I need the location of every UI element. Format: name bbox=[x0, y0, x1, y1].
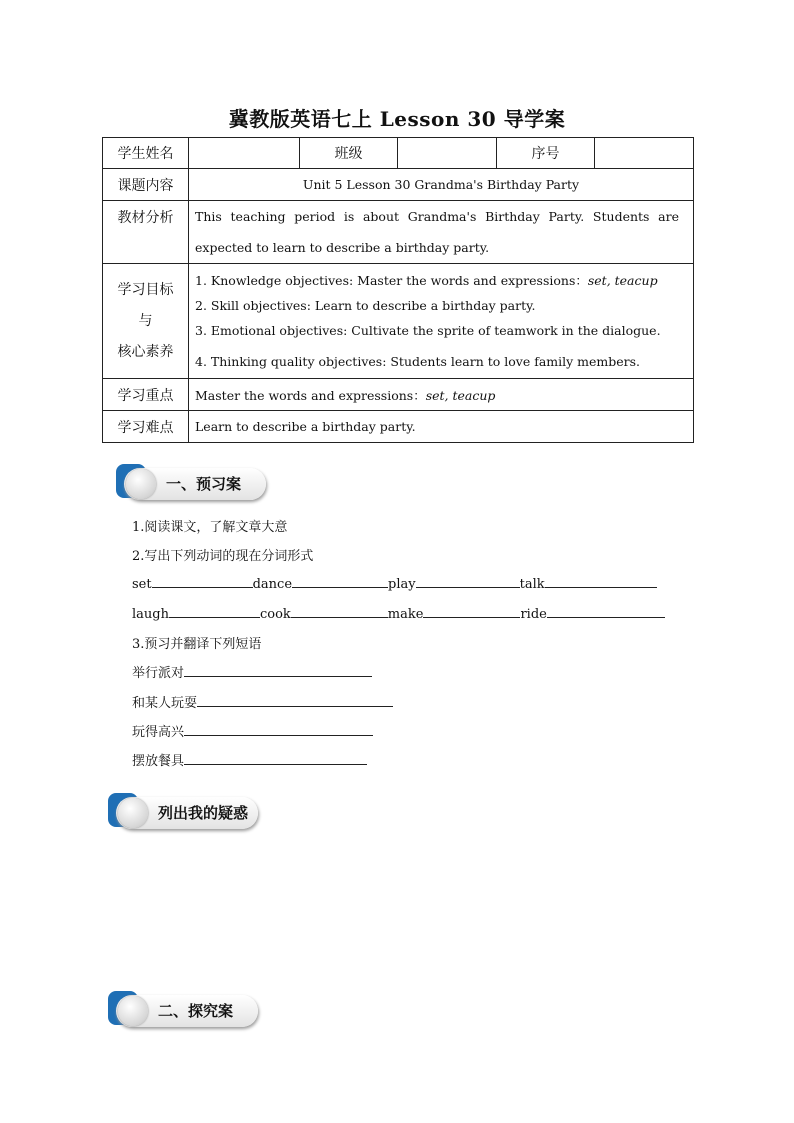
difficulty-label: 学习难点 bbox=[103, 411, 189, 443]
verb-word: laugh bbox=[132, 607, 169, 622]
analysis-label: 教材分析 bbox=[103, 201, 189, 264]
circle-icon bbox=[126, 469, 156, 499]
phrase-text: 玩得高兴 bbox=[132, 725, 185, 740]
verb-word: set bbox=[132, 577, 152, 592]
focus-value bbox=[189, 379, 694, 411]
answer-blank[interactable] bbox=[545, 575, 657, 588]
verb-word: play bbox=[388, 577, 416, 592]
section-heading: 二、探究案 bbox=[158, 1002, 234, 1020]
page-title: 冀教版英语七上 Lesson 30 导学案 bbox=[228, 107, 566, 131]
difficulty-value: Learn to describe a birthday party. bbox=[189, 411, 694, 443]
instruction-1: 1.阅读课文，了解文章大意 bbox=[132, 520, 288, 535]
instruction-3: 3.预习并翻译下列短语 bbox=[132, 637, 262, 652]
table-row bbox=[103, 169, 694, 201]
verb-row bbox=[132, 605, 665, 622]
phrase-row bbox=[132, 750, 367, 769]
answer-blank[interactable] bbox=[184, 752, 367, 765]
answer-blank[interactable] bbox=[197, 694, 393, 707]
verb-word: cook bbox=[259, 607, 291, 622]
phrase-row bbox=[132, 692, 393, 711]
analysis-value: This teaching period is about Grandma's Birthday Party. Students are expected to learn to describe a birthday party. bbox=[189, 201, 694, 264]
goal-item bbox=[195, 268, 687, 293]
focus-label: 学习重点 bbox=[103, 379, 189, 411]
class-label: 班级 bbox=[300, 138, 398, 169]
class-field[interactable] bbox=[398, 138, 497, 169]
verb-row bbox=[132, 575, 657, 592]
answer-blank[interactable] bbox=[292, 575, 388, 588]
goal-item: 2. Skill objectives: Learn to describe a birthday party. bbox=[195, 298, 536, 313]
topic-value: Unit 5 Lesson 30 Grandma's Birthday Party bbox=[189, 169, 694, 201]
phrase-row bbox=[132, 721, 373, 740]
section-heading: 一、预习案 bbox=[166, 475, 242, 493]
answer-blank[interactable] bbox=[547, 605, 665, 618]
goals-label bbox=[103, 264, 189, 379]
phrase-text: 和某人玩耍 bbox=[132, 696, 198, 711]
goals-label-line: 核心素养 bbox=[117, 343, 174, 360]
circle-icon bbox=[118, 996, 148, 1026]
phrase-row bbox=[132, 662, 372, 681]
info-table bbox=[102, 137, 694, 443]
student-name-field[interactable] bbox=[189, 138, 300, 169]
section-heading: 列出我的疑惑 bbox=[158, 804, 249, 822]
goals-label-line: 与 bbox=[138, 312, 153, 329]
table-row bbox=[103, 379, 694, 411]
focus-text: Master the words and expressions： bbox=[195, 387, 426, 403]
goal-item: 4. Thinking quality objectives: Students learn to love family members. bbox=[195, 354, 641, 369]
table-row bbox=[103, 138, 694, 169]
answer-blank[interactable] bbox=[291, 605, 388, 618]
instruction-2: 2.写出下列动词的现在分词形式 bbox=[132, 549, 314, 564]
goal-words: set, teacup bbox=[587, 273, 658, 288]
verb-word: dance bbox=[252, 577, 293, 592]
goal-text: 1. Knowledge objectives: Master the words and expressions： bbox=[195, 273, 588, 288]
phrase-text: 举行派对 bbox=[132, 666, 185, 681]
goal-item: 3. Emotional objectives: Cultivate the sprite of teamwork in the dialogue. bbox=[195, 323, 661, 338]
phrase-text: 摆放餐具 bbox=[132, 754, 185, 769]
number-label: 序号 bbox=[497, 138, 595, 169]
section-header-doubts bbox=[108, 797, 260, 831]
student-name-label: 学生姓名 bbox=[103, 138, 189, 169]
answer-blank[interactable] bbox=[184, 723, 373, 736]
goals-label-line: 学习目标 bbox=[117, 281, 174, 298]
table-row bbox=[103, 411, 694, 443]
answer-blank[interactable] bbox=[416, 575, 520, 588]
section-header-preview bbox=[116, 468, 268, 502]
answer-blank[interactable] bbox=[423, 605, 520, 618]
verb-word: talk bbox=[519, 577, 545, 592]
topic-label: 课题内容 bbox=[103, 169, 189, 201]
answer-blank[interactable] bbox=[184, 664, 372, 677]
answer-blank[interactable] bbox=[169, 605, 260, 618]
section-header-explore bbox=[108, 995, 260, 1029]
circle-icon bbox=[118, 798, 148, 828]
table-row bbox=[103, 201, 694, 264]
number-field[interactable] bbox=[595, 138, 694, 169]
verb-word: make bbox=[387, 607, 424, 622]
focus-words: set, teacup bbox=[425, 387, 496, 403]
goals-list bbox=[189, 264, 694, 379]
verb-word: ride bbox=[520, 607, 547, 622]
answer-blank[interactable] bbox=[152, 575, 253, 588]
table-row bbox=[103, 264, 694, 379]
